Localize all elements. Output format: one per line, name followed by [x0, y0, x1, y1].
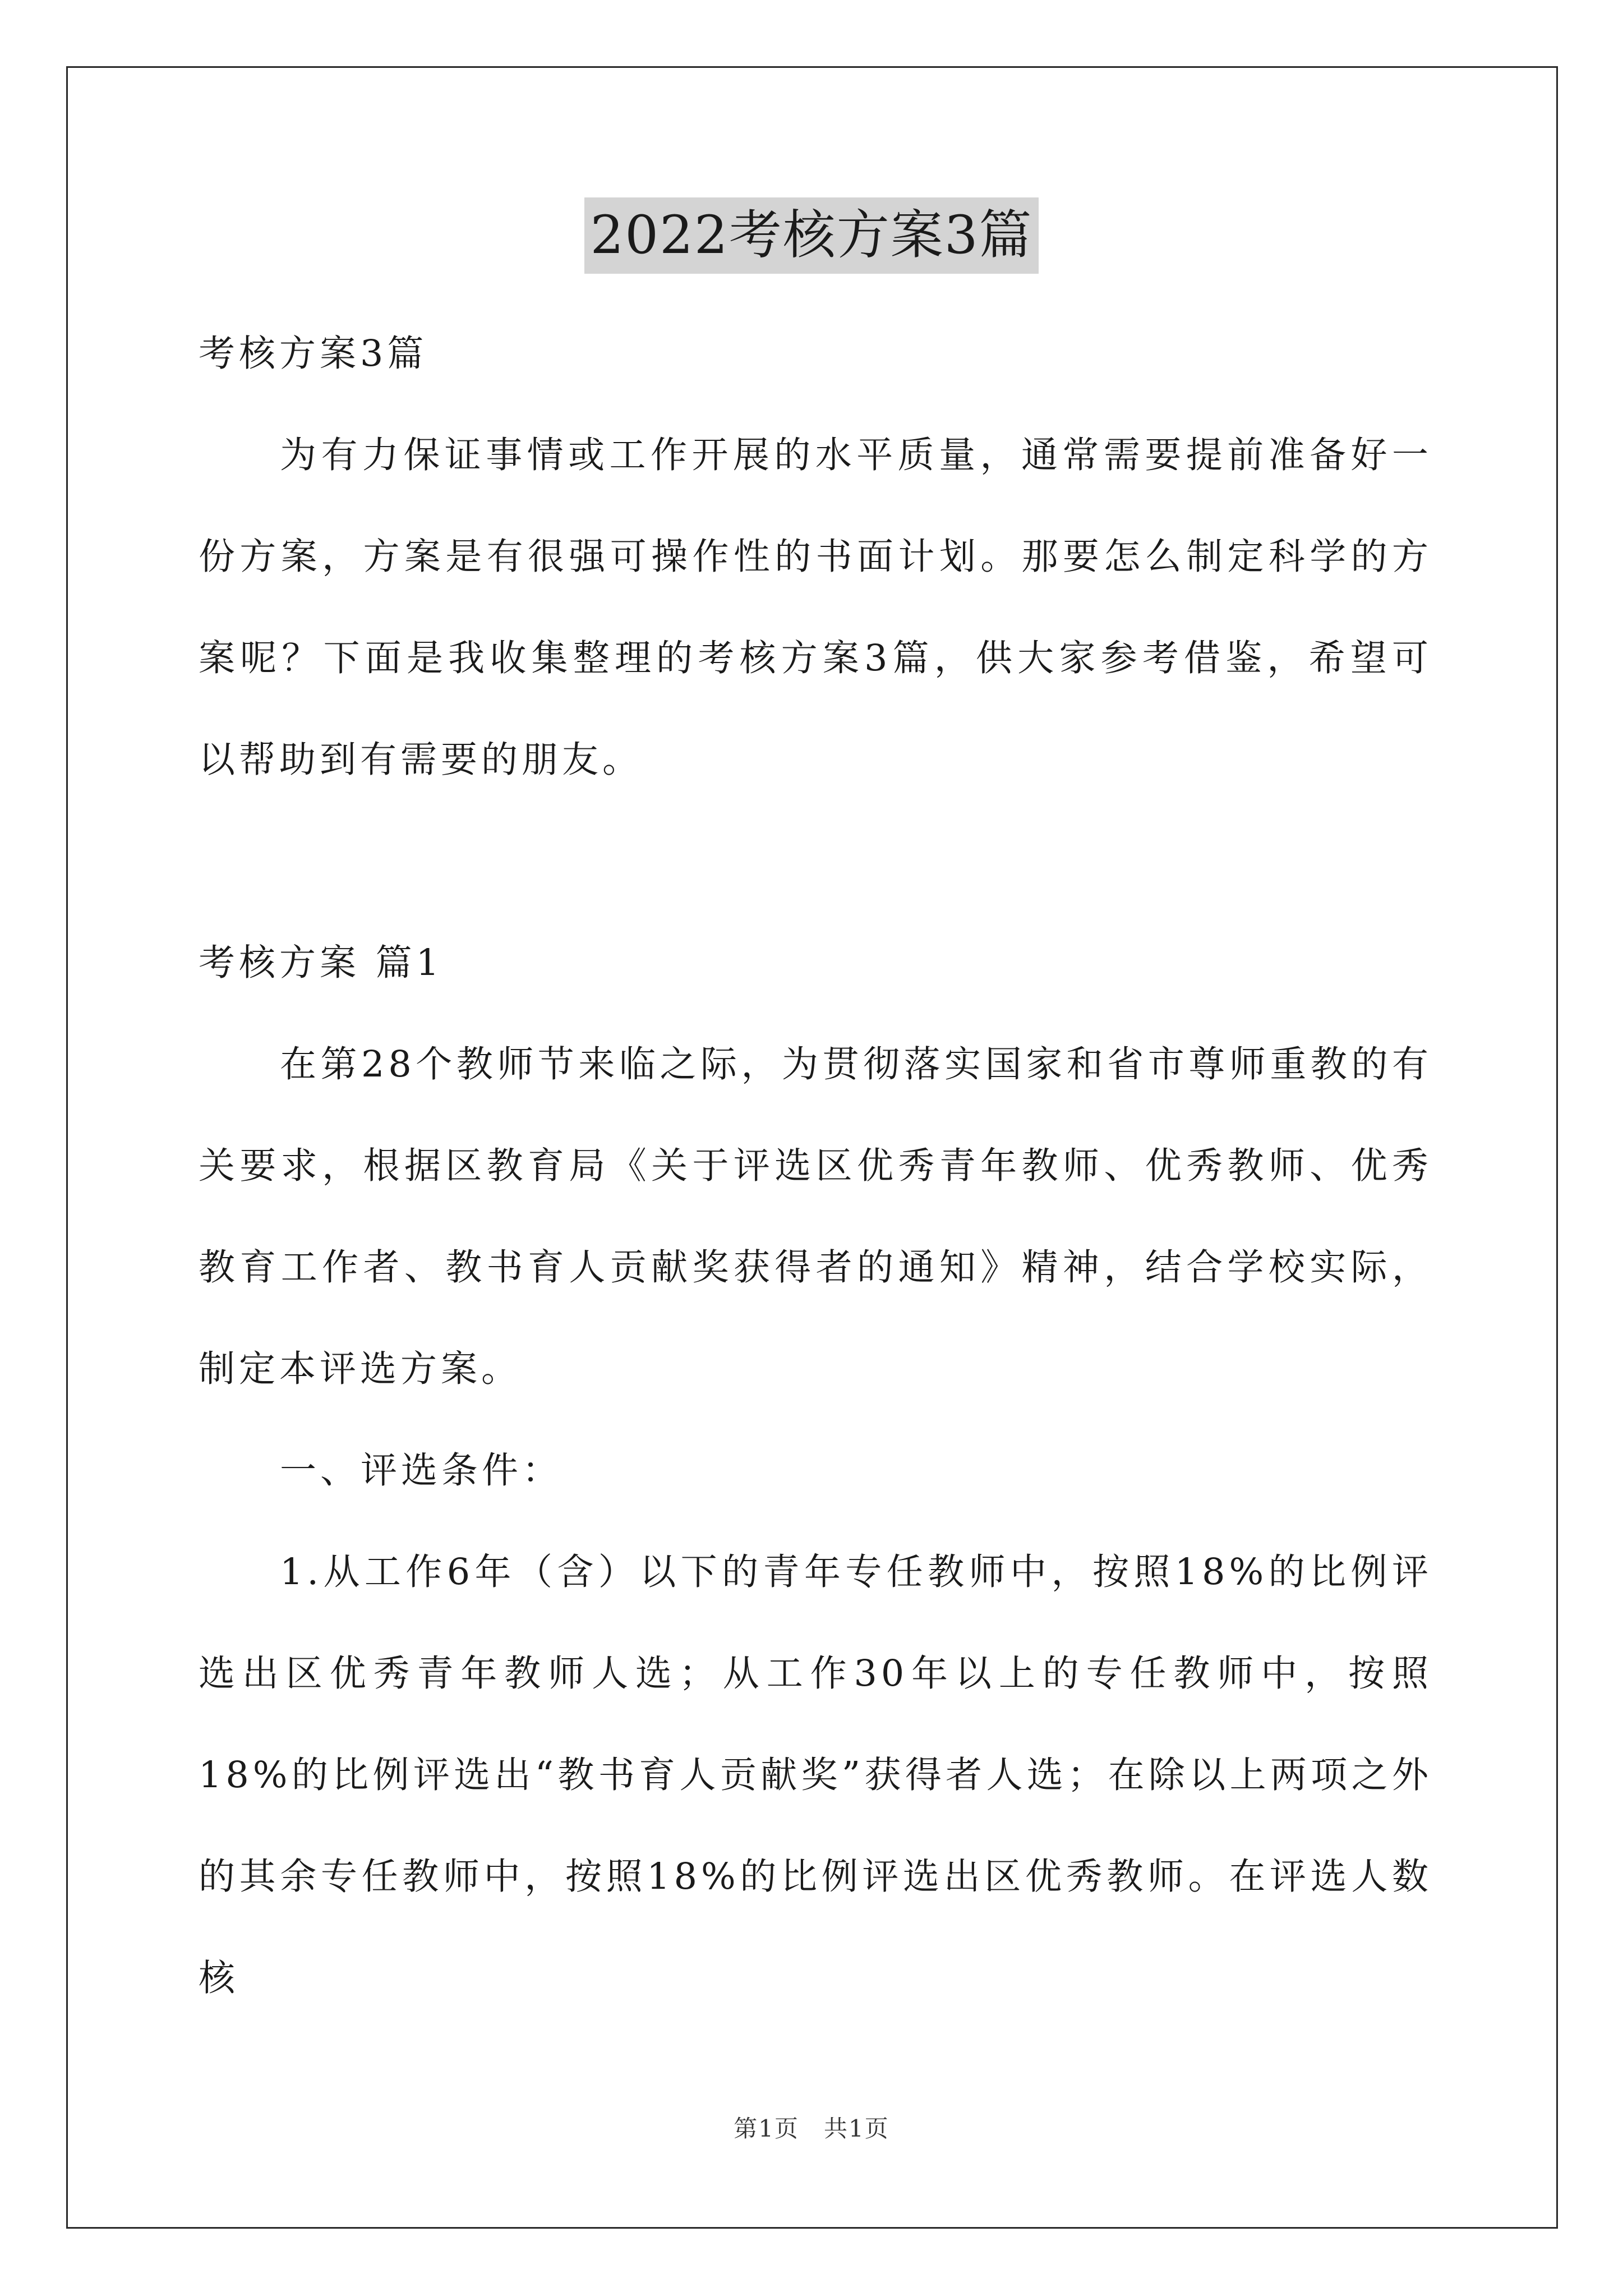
- section-heading: 考核方案 篇1: [199, 942, 444, 984]
- document-subtitle: 考核方案3篇: [199, 333, 428, 375]
- document-body: [199, 303, 1432, 2029]
- section-paragraph: 在第28个教师节来临之际，为贯彻落实国家和省市尊师重教的有关要求，根据区教育局《关于评选区优秀青年教师、优秀教师、优秀教育工作者、教书育人贡献奖获得者的通知》精神，结合学校实际，制定本评选方案。: [199, 1043, 1432, 1390]
- paragraph-spacer: [199, 811, 1432, 912]
- title-container: [0, 197, 1623, 274]
- intro-paragraph: 为有力保证事情或工作开展的水平质量，通常需要提前准备好一份方案，方案是有很强可操作性的书面计划。那要怎么制定科学的方案呢？下面是我收集整理的考核方案3篇，供大家参考借鉴，希望可以帮助到有需要的朋友。: [199, 434, 1432, 781]
- criteria-heading: 一、评选条件：: [280, 1450, 563, 1492]
- page-footer: 第1页 共1页: [734, 2115, 889, 2142]
- criteria-item: 1.从工作6年（含）以下的青年专任教师中，按照18%的比例评选出区优秀青年教师人选；从工作30年以上的专任教师中，按照18%的比例评选出“教书育人贡献奖”获得者人选；在除以上两项之外的其余专任教师中，按照18%的比例评选出区优秀教师。在评选人数核: [199, 1551, 1432, 1999]
- document-title: 2022考核方案3篇: [584, 197, 1038, 274]
